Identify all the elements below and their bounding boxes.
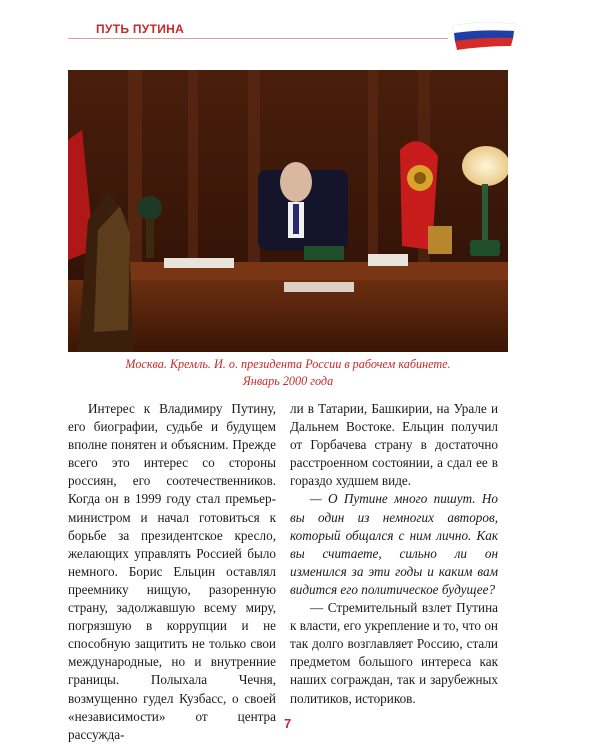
caption-line-2: Январь 2000 года [242,374,334,388]
office-photo [68,70,508,352]
paragraph: Интерес к Владимиру Путину, его биографии, судьбе и будущем вполне понятен и объясним. Прежде всего это интерес со стороны россиян, его соотечественников. Когда он в 1999 году стал премьер-министром и начал готовиться к борьбе за президентское кресло, желающих управлять Россией было немного. Борис Ельцин оставлял преемнику нищую, разоренную страну, задолжавшую всему миру, погрязшую в коррупции и не способную защитить не только свои международные, но и внутренние границы. Полыхала Чечня, возмущенно гудел Кузбасс, о своей «независимости» от центра рассужда- [68,401,276,742]
caption-line-1: Москва. Кремль. И. о. президента России в рабочем кабинете. [125,357,451,371]
header-divider [68,38,448,39]
paragraph: ли в Татарии, Башкирии, на Урале и Дальнем Востоке. Ельцин получил от Горбачева страну в достаточно расстроенном состоянии, а сдал ее в гораздо худшем виде. [290,401,498,489]
russian-flag-icon [448,18,520,52]
page-number: 7 [284,716,292,731]
paragraph: — Стремительный взлет Путина к власти, его укрепление и то, что он так долго возглавляет Россию, стали предметом большого интереса как наших сограждан, так и зарубежных политиков, историков. [290,600,498,706]
text-column-left [68,400,276,744]
text-column-right [290,400,498,708]
photo-caption [68,356,508,390]
interview-question: — О Путине много пишут. Но вы один из немногих авторов, который общался с ним лично. Как вы считаете, сильно ли он изменился за эти годы и каким вам видится его политическое будущее? [290,491,498,597]
running-header: ПУТЬ ПУТИНА [96,22,185,36]
